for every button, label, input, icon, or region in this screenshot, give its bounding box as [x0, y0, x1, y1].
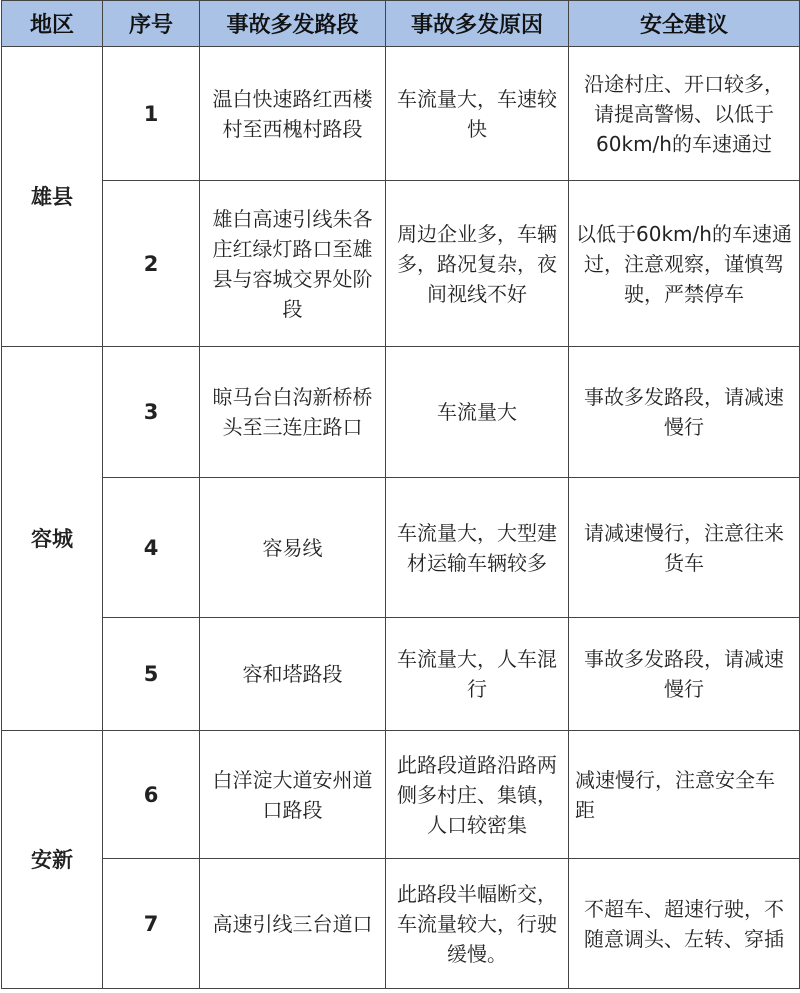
region-cell: 雄县: [2, 47, 103, 347]
header-number: 序号: [103, 1, 200, 47]
advice-cell: 事故多发路段，请减速慢行: [569, 618, 800, 731]
road-cell: 温白快速路红西楼村至西槐村路段: [200, 47, 386, 181]
road-cell: 容和塔路段: [200, 618, 386, 731]
table-row: [2, 47, 800, 181]
road-cell: 白洋淀大道安州道口路段: [200, 731, 386, 859]
header-region: 地区: [2, 1, 103, 47]
road-cell: 高速引线三台道口: [200, 859, 386, 989]
region-cell: 容城: [2, 347, 103, 731]
table-header-row: [2, 1, 800, 47]
region-cell: 安新: [2, 731, 103, 989]
cause-cell: 车流量大，大型建材运输车辆较多: [386, 478, 569, 618]
table-row: [2, 859, 800, 989]
row-number: 1: [103, 47, 200, 181]
accident-road-table: [1, 0, 800, 989]
road-cell: 雄白高速引线朱各庄红绿灯路口至雄县与容城交界处阶段: [200, 181, 386, 347]
cause-cell: 车流量大，车速较快: [386, 47, 569, 181]
header-road: 事故多发路段: [200, 1, 386, 47]
cause-cell: 此路段道路沿路两侧多村庄、集镇，人口较密集: [386, 731, 569, 859]
road-cell: 晾马台白沟新桥桥头至三连庄路口: [200, 347, 386, 478]
table-row: [2, 731, 800, 859]
advice-cell: 沿途村庄、开口较多，请提高警惕、以低于60km/h的车速通过: [569, 47, 800, 181]
table-row: [2, 618, 800, 731]
advice-cell: 不超车、超速行驶，不随意调头、左转、穿插: [569, 859, 800, 989]
advice-cell: 事故多发路段，请减速慢行: [569, 347, 800, 478]
advice-cell: 减速慢行，注意安全车距: [569, 731, 800, 859]
row-number: 2: [103, 181, 200, 347]
road-cell: 容易线: [200, 478, 386, 618]
cause-cell: 此路段半幅断交，车流量较大，行驶缓慢。: [386, 859, 569, 989]
row-number: 7: [103, 859, 200, 989]
cause-cell: 车流量大，人车混行: [386, 618, 569, 731]
header-advice: 安全建议: [569, 1, 800, 47]
table-row: [2, 181, 800, 347]
row-number: 5: [103, 618, 200, 731]
table-row: [2, 347, 800, 478]
row-number: 3: [103, 347, 200, 478]
advice-cell: 以低于60km/h的车速通过，注意观察，谨慎驾驶，严禁停车: [569, 181, 800, 347]
cause-cell: 车流量大: [386, 347, 569, 478]
advice-cell: 请减速慢行，注意往来货车: [569, 478, 800, 618]
cause-cell: 周边企业多，车辆多，路况复杂，夜间视线不好: [386, 181, 569, 347]
table-row: [2, 478, 800, 618]
row-number: 4: [103, 478, 200, 618]
row-number: 6: [103, 731, 200, 859]
header-cause: 事故多发原因: [386, 1, 569, 47]
